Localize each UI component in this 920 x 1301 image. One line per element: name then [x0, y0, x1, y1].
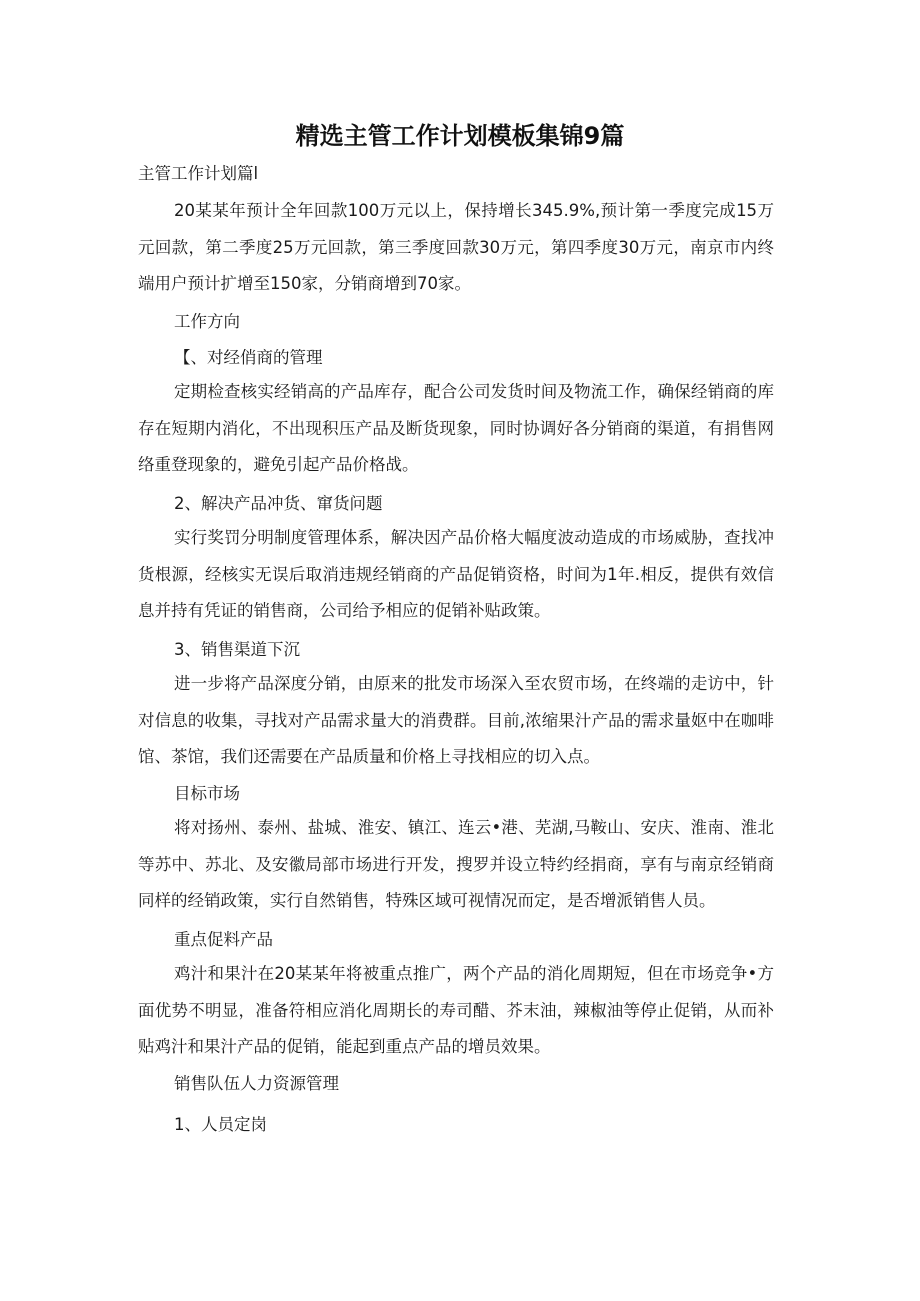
paragraph-dealer-management: 定期检查核实经销高的产品库存，配合公司发货时间及物流工作，确保经销商的库存在短期内消化，不出现积压产品及断货现象，同时协调好各分销商的渠道，有捐售网络重登现象的，避免引起产品价格战。: [138, 382, 774, 475]
heading-hr-management: 销售队伍人力资源管理: [174, 1074, 339, 1093]
paragraph-key-products: 鸡汁和果汁在20某某年将被重点推广，两个产品的消化周期短，但在市场竞争•方面优势不明显，准备符相应消化周期长的寿司醋、芥末油，辣椒油等停止促销，从而补贴鸡汁和果汁产品的促销，能起到重点产品的增员效果。: [138, 964, 774, 1057]
paragraph-target-market: 将对扬州、泰州、盐城、淮安、镇江、连云•港、芜湖,马鞍山、安庆、淮南、淮北等苏中、苏北、及安徽局部市场进行开发，搜罗并设立特约经捐商，享有与南京经销商同样的经销政策，实行自然销售，特殊区域可视情况而定，是否增派销售人员。: [138, 818, 774, 911]
section-subtitle: 主管工作计划篇l: [138, 164, 259, 183]
heading-channel-sinking: 3、销售渠道下沉: [174, 640, 300, 659]
heading-target-market: 目标市场: [174, 784, 240, 803]
heading-dealer-management: 【、对经俏商的管理: [174, 348, 323, 367]
paragraph-cross-selling: 实行奖罚分明制度管理体系，解决因产品价格大幅度波动造成的市场威胁，查找冲货根源，经核实无误后取消违规经销商的产品促销资格，时间为1年.相反，提供有效信息并持有凭证的销售商，公司给予相应的促销补贴政策。: [138, 528, 774, 621]
document-title: 精选主管工作计划模板集锦9篇: [295, 122, 625, 150]
heading-cross-selling: 2、解决产品冲货、窜货问题: [174, 494, 383, 513]
heading-staffing: 1、人员定岗: [174, 1115, 267, 1134]
heading-key-products: 重点促料产品: [174, 930, 273, 949]
paragraph-channel-sinking: 进一步将产品深度分销，由原来的批发市场深入至农贸市场，在终端的走访中，针对信息的收集，寻找对产品需求量大的消费群。目前,浓缩果汁产品的需求量妪中在咖啡馆、茶馆，我们还需要在产品质量和价格上寻找相应的切入点。: [138, 674, 774, 767]
paragraph-targets: 20某某年预计全年回款100万元以上，保持增长345.9%,预计第一季度完成15万元回款，第二季度25万元回款，第三季度回款30万元，第四季度30万元，南京市内终端用户预计扩增至150家，分销商增到70家。: [138, 201, 774, 294]
heading-work-direction: 工作方向: [174, 312, 240, 331]
